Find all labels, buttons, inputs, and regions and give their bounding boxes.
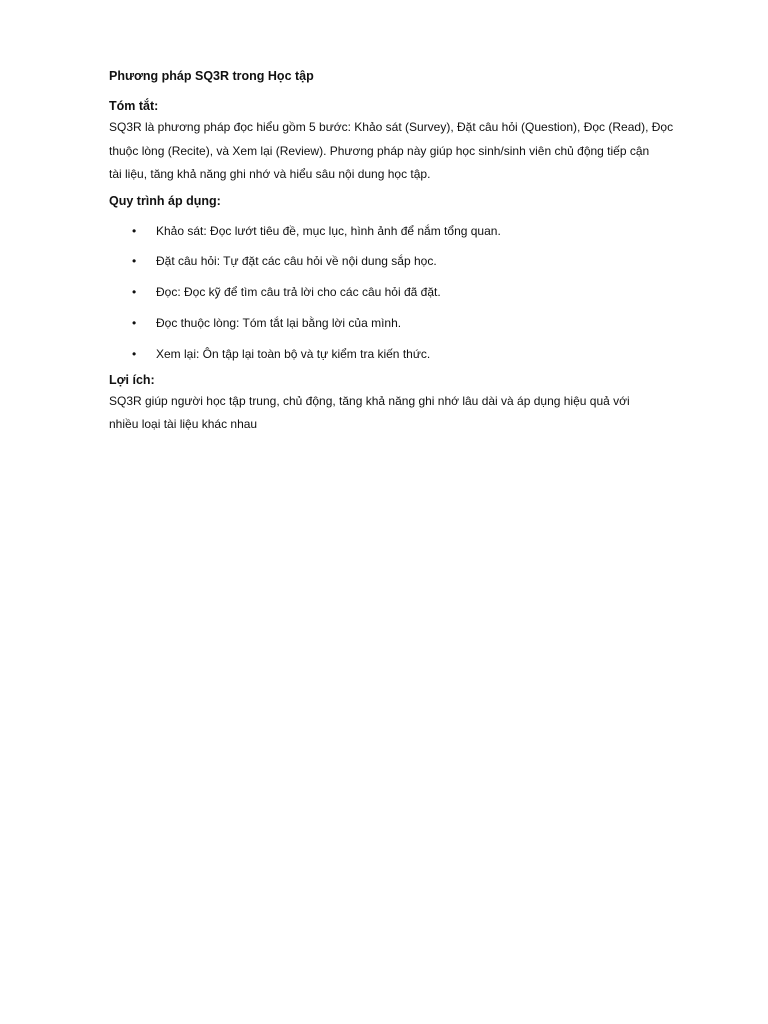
summary-line: thuộc lòng (Recite), và Xem lại (Review). Phương pháp này giúp học sinh/sinh viên chủ động tiếp cận xyxy=(109,143,650,158)
list-item xyxy=(109,314,689,332)
benefits-heading: Lợi ích: xyxy=(109,372,155,387)
benefits-line: nhiều loại tài liệu khác nhau xyxy=(109,417,258,432)
summary-paragraph xyxy=(109,116,689,187)
summary-line: tài liệu, tăng khả năng ghi nhớ và hiểu sâu nội dung học tập. xyxy=(109,167,431,181)
step-text: Đọc: Đọc kỹ để tìm câu trả lời cho các câu hỏi đã đặt. xyxy=(156,285,441,300)
step-text: Đặt câu hỏi: Tự đặt các câu hỏi về nội dung sắp học. xyxy=(156,254,437,269)
step-text: Xem lại: Ôn tập lại toàn bộ và tự kiểm tra kiến thức. xyxy=(156,346,431,361)
bullet-icon: • xyxy=(132,346,137,361)
bullet-icon: • xyxy=(132,315,137,330)
document-title: Phương pháp SQ3R trong Học tập xyxy=(109,69,314,83)
bullet-icon: • xyxy=(132,254,137,269)
step-text: Khảo sát: Đọc lướt tiêu đề, mục lục, hình ảnh để nắm tổng quan. xyxy=(156,223,501,238)
document-content xyxy=(109,67,689,437)
process-heading: Quy trình áp dụng: xyxy=(109,193,221,208)
list-item xyxy=(109,345,689,363)
benefits-line: SQ3R giúp người học tập trung, chủ động, tăng khả năng ghi nhớ lâu dài và áp dụng hiệu quả với xyxy=(109,393,630,408)
summary-heading: Tóm tắt: xyxy=(109,99,159,113)
bullet-icon: • xyxy=(132,285,137,300)
bullet-icon: • xyxy=(132,223,137,238)
process-steps-list xyxy=(109,222,689,363)
step-text: Đọc thuộc lòng: Tóm tắt lại bằng lời của mình. xyxy=(156,315,402,330)
benefits-paragraph xyxy=(109,390,689,437)
list-item xyxy=(109,252,689,270)
list-item xyxy=(109,283,689,301)
list-item xyxy=(109,222,689,240)
summary-line: SQ3R là phương pháp đọc hiểu gồm 5 bước: Khảo sát (Survey), Đặt câu hỏi (Question), Đọc (Read), Đọc xyxy=(109,120,674,134)
